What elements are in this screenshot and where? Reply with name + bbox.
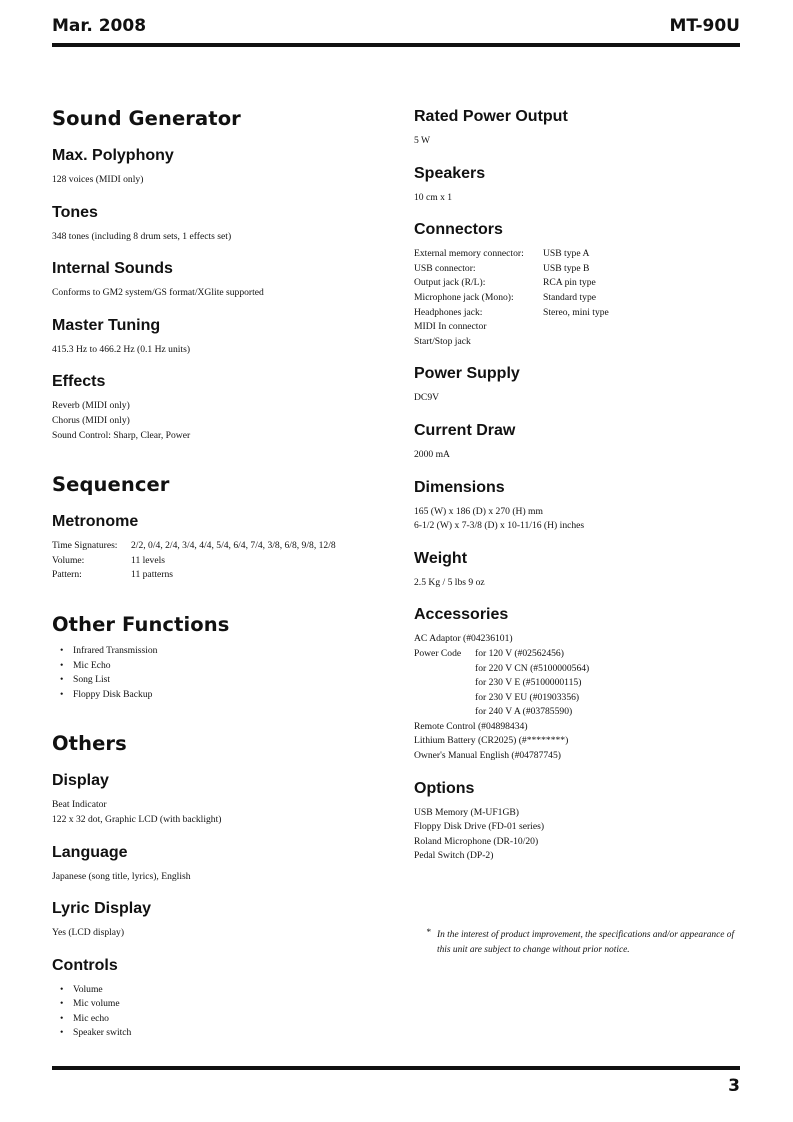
row-label: Pattern: <box>52 569 82 581</box>
row-label <box>414 691 475 706</box>
table-row <box>414 291 744 306</box>
row-value: 11 levels <box>131 554 166 566</box>
row-label: Microphone jack (Mono): <box>414 291 514 303</box>
section-title: Other Functions <box>52 612 230 636</box>
list-item: • Floppy Disk Backup <box>52 688 392 703</box>
list-item: • Volume <box>52 983 392 998</box>
spec-text <box>52 286 392 301</box>
row-value: USB type A <box>543 248 590 260</box>
spec-line: 415.3 Hz to 466.2 Hz (0.1 Hz units) <box>52 343 191 355</box>
header-model: MT-90U <box>669 16 740 36</box>
table-row <box>414 247 744 262</box>
section-title: Sound Generator <box>52 107 241 130</box>
row-label: Power Code <box>414 647 462 659</box>
row-label: Start/Stop jack <box>414 335 471 347</box>
table-row <box>414 691 744 706</box>
spec-text <box>414 576 744 591</box>
list-item: • Mic Echo <box>52 659 392 674</box>
row-label: AC Adaptor (#04236101) <box>414 633 513 645</box>
subsection-title: Controls <box>52 956 118 974</box>
subsection-title: Speakers <box>414 164 486 182</box>
spec-text <box>414 448 744 463</box>
list-item: • Speaker switch <box>52 1026 392 1041</box>
row-value: RCA pin type <box>543 277 596 289</box>
spec-line: DC9V <box>414 392 440 404</box>
row-label: Headphones jack: <box>414 306 483 318</box>
spec-line: Pedal Switch (DP-2) <box>414 850 494 862</box>
list-item: • Infrared Transmission <box>52 644 392 659</box>
subsection-title: Metronome <box>52 513 139 531</box>
subsection-title: Internal Sounds <box>52 260 173 278</box>
spec-line: 122 x 32 dot, Graphic LCD (with backlight) <box>52 813 222 825</box>
table-row <box>414 705 744 720</box>
subsection-title: Display <box>52 772 109 790</box>
subsection-title: Tones <box>52 203 98 221</box>
spec-text <box>52 343 392 358</box>
table-row <box>414 647 744 662</box>
row-value: Standard type <box>543 291 597 303</box>
subsection-title: Dimensions <box>414 478 505 496</box>
row-value: 2/2, 0/4, 2/4, 3/4, 4/4, 5/4, 6/4, 7/4, 3/8, 6/8, 9/8, 12/8 <box>131 540 336 552</box>
spec-text <box>52 870 392 885</box>
table-row <box>414 320 744 335</box>
subsection-title: Lyric Display <box>52 900 152 918</box>
subsection-title: Weight <box>414 549 468 567</box>
spec-line: Yes (LCD display) <box>52 927 125 939</box>
subsection-title: Power Supply <box>414 365 520 383</box>
spec-line: Japanese (song title, lyrics), English <box>52 870 191 882</box>
header-date: Mar. 2008 <box>52 16 147 36</box>
spec-line: Sound Control: Sharp, Clear, Power <box>52 429 191 441</box>
row-label <box>414 676 475 691</box>
spec-line: Chorus (MIDI only) <box>52 414 130 426</box>
spec-line: Beat Indicator <box>52 799 107 811</box>
bullet-list <box>52 644 392 702</box>
row-label: External memory connector: <box>414 248 524 260</box>
row-value: 11 patterns <box>131 569 174 581</box>
subsection-title: Rated Power Output <box>414 108 568 125</box>
spec-table <box>52 539 392 583</box>
list-item: • Mic echo <box>52 1012 392 1027</box>
spec-text <box>52 173 392 188</box>
section-title: Sequencer <box>52 473 170 497</box>
table-row <box>52 554 392 569</box>
header-rule <box>52 43 740 47</box>
spec-line: 2000 mA <box>414 448 450 460</box>
spec-text <box>52 798 392 827</box>
spec-line: Conforms to GM2 system/GS format/XGlite supported <box>52 287 264 299</box>
spec-line: 2.5 Kg / 5 lbs 9 oz <box>414 576 485 588</box>
spec-line: 10 cm x 1 <box>414 191 453 203</box>
disclaimer-note <box>426 928 734 957</box>
section-title: Others <box>52 732 127 756</box>
footer-rule <box>52 1066 740 1070</box>
right-column <box>414 107 744 864</box>
list-item: • Mic volume <box>52 997 392 1012</box>
spec-table <box>414 247 744 349</box>
spec-line: 6-1/2 (W) x 7-3/8 (D) x 10-11/16 (H) inches <box>414 520 585 532</box>
spec-text <box>52 926 392 941</box>
row-value: for 120 V (#02562456) <box>475 647 564 659</box>
subsection-title: Language <box>52 843 128 861</box>
table-row <box>414 734 744 749</box>
table-row <box>414 676 744 691</box>
row-value: for 230 V E (#5100000115) <box>475 677 582 689</box>
table-row <box>414 662 744 677</box>
table-row <box>414 306 744 321</box>
spec-line: Reverb (MIDI only) <box>52 400 130 412</box>
row-label: Owner's Manual English (#04787745) <box>414 750 561 762</box>
row-label: Output jack (R/L): <box>414 277 486 289</box>
spec-line: 165 (W) x 186 (D) x 270 (H) mm <box>414 505 543 517</box>
subsection-title: Master Tuning <box>52 316 161 334</box>
spec-text <box>414 391 744 406</box>
list-item: • Song List <box>52 673 392 688</box>
spec-text <box>414 134 744 149</box>
row-label: Lithium Battery (CR2025) (#********) <box>414 735 569 747</box>
subsection-title: Max. Polyphony <box>52 147 174 164</box>
spec-line: 348 tones (including 8 drum sets, 1 effects set) <box>52 230 232 242</box>
spec-line: Floppy Disk Drive (FD-01 series) <box>414 821 545 833</box>
spec-line: Roland Microphone (DR-10/20) <box>414 835 539 847</box>
spec-text <box>414 191 744 206</box>
bullet-list <box>52 983 392 1041</box>
subsection-title: Effects <box>52 373 106 391</box>
left-column <box>52 107 392 1051</box>
spec-line: USB Memory (M-UF1GB) <box>414 806 520 818</box>
row-label <box>414 705 475 720</box>
row-value: for 240 V A (#03785590) <box>475 706 573 718</box>
page-number: 3 <box>728 1076 740 1096</box>
table-row <box>414 632 744 647</box>
table-row <box>414 262 744 277</box>
subsection-title: Current Draw <box>414 421 516 439</box>
spec-text <box>414 806 744 864</box>
spec-line: 128 voices (MIDI only) <box>52 174 144 185</box>
spec-text <box>52 230 392 245</box>
row-label: Remote Control (#04898434) <box>414 720 528 732</box>
table-row <box>414 276 744 291</box>
subsection-title: Connectors <box>414 221 503 239</box>
note-line: this unit are subject to change without prior notice. <box>437 944 630 955</box>
table-row <box>52 568 392 583</box>
spec-text <box>414 505 744 534</box>
row-value: for 230 V EU (#01903356) <box>475 691 580 703</box>
row-value: Stereo, mini type <box>543 306 609 318</box>
note-bullet: * <box>426 928 431 938</box>
row-value: for 220 V CN (#5100000564) <box>475 662 590 674</box>
subsection-title: Accessories <box>414 606 509 624</box>
table-row <box>414 749 744 764</box>
row-label <box>414 662 475 677</box>
row-label: MIDI In connector <box>414 321 487 333</box>
spec-text <box>52 399 392 443</box>
spec-line: 5 W <box>414 135 431 146</box>
subsection-title: Options <box>414 779 475 797</box>
row-label: Volume: <box>52 554 85 566</box>
row-value: USB type B <box>543 262 590 274</box>
table-row <box>414 720 744 735</box>
spec-table <box>414 632 744 763</box>
row-label: USB connector: <box>414 262 476 274</box>
note-line: In the interest of product improvement, the specifications and/or appearance of <box>437 930 735 940</box>
table-row <box>414 335 744 350</box>
table-row <box>52 539 392 554</box>
row-label: Time Signatures: <box>52 540 118 552</box>
